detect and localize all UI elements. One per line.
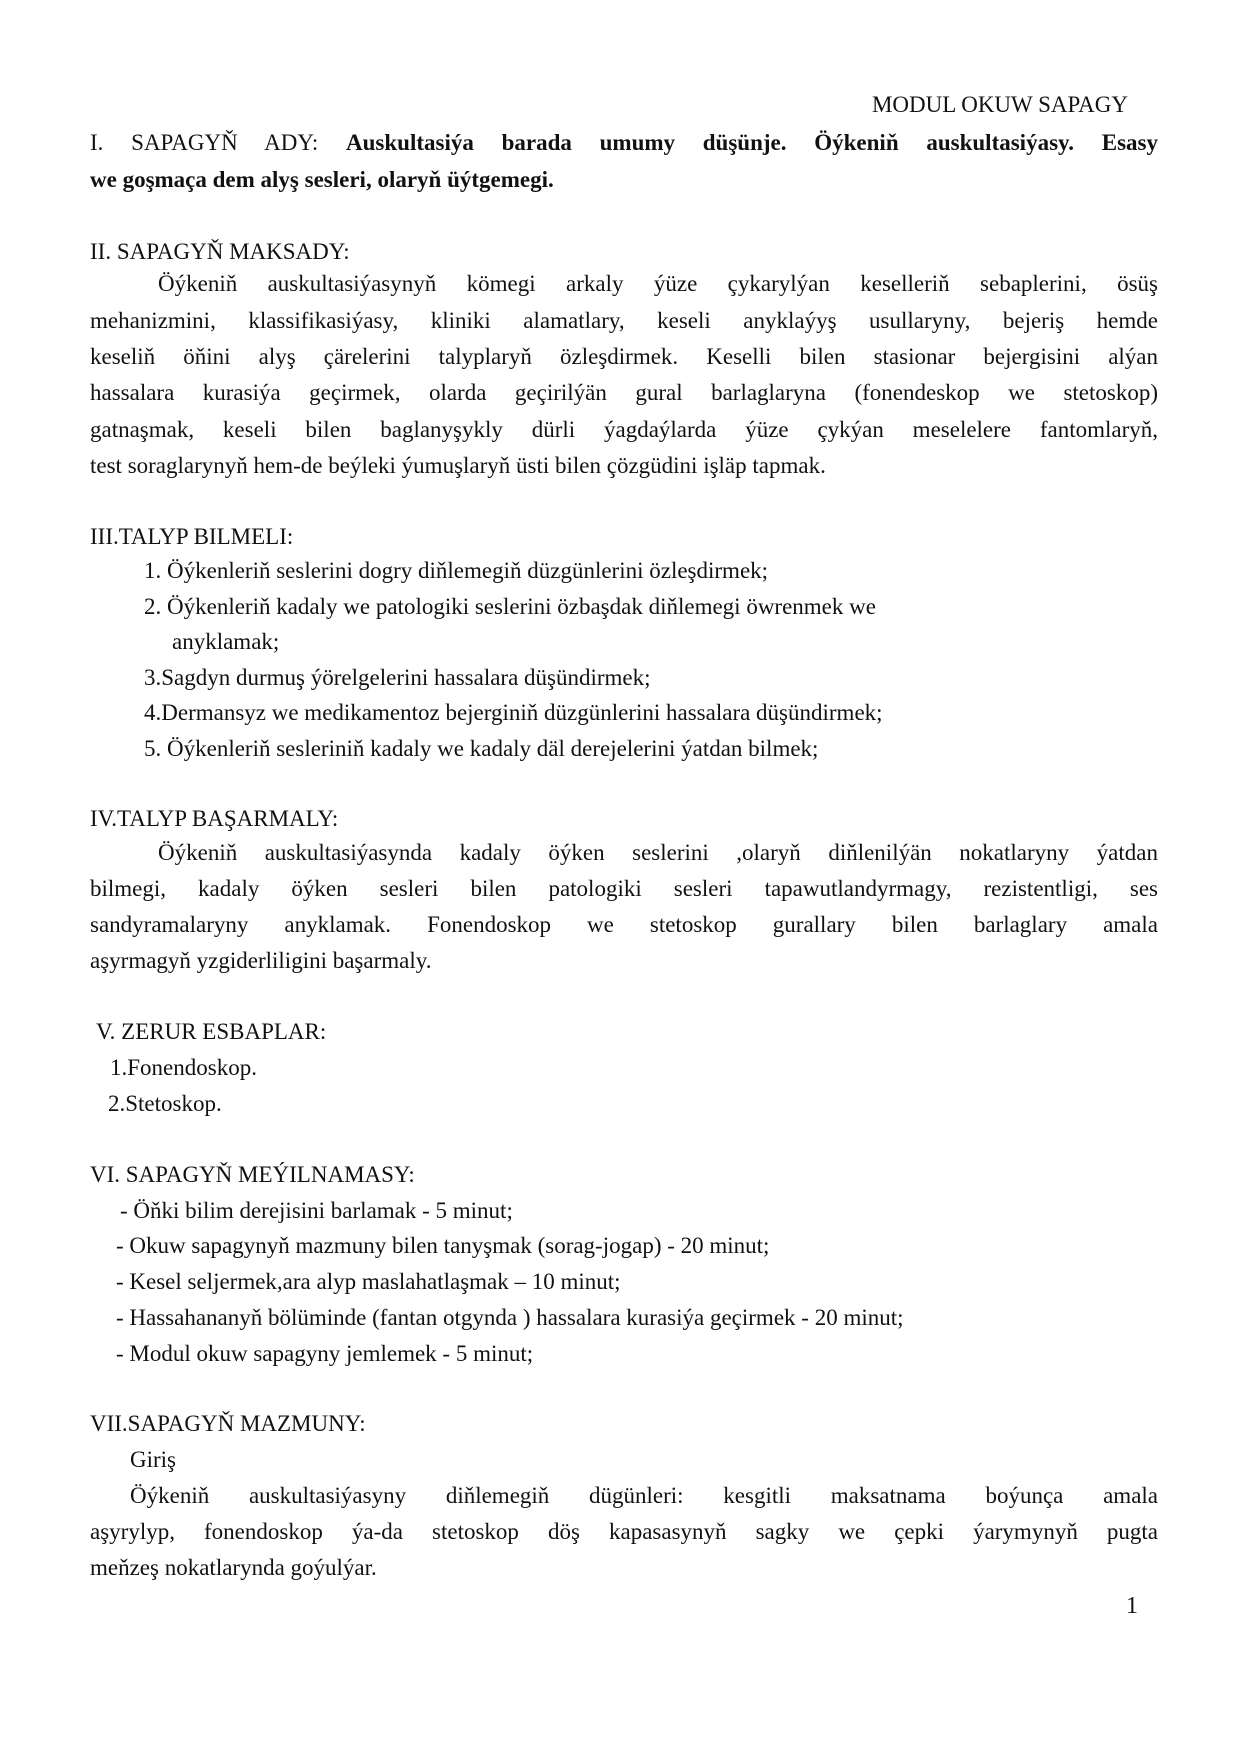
section-6-item: - Kesel seljermek,ara alyp maslahatlaşmak – 10 minut; (116, 1269, 621, 1294)
section-7-line: aşyrylyp, fonendoskop ýa-da stetoskop döş kapasasynyň sagky we çepki ýarymynyň pugta (90, 1519, 1158, 1544)
section-6-item: - Modul okuw sapagyny jemlemek - 5 minut; (116, 1341, 534, 1366)
section-2-line: Öýkeniň auskultasiýasynyň kömegi arkaly ýüze çykarylýan keselleriň sebaplerini, ösüş (158, 271, 1158, 296)
section-2-heading: II. SAPAGYŇ MAKSADY: (90, 239, 350, 264)
section-5-item: 2.Stetoskop. (108, 1091, 222, 1116)
section-3-item: 3.Sagdyn durmuş ýörelgelerini hassalara düşündirmek; (144, 665, 651, 690)
page-number: 1 (1126, 1593, 1138, 1619)
section-4-heading: IV.TALYP BAŞARMALY: (90, 806, 339, 831)
section-7-heading: VII.SAPAGYŇ MAZMUNY: (90, 1411, 366, 1436)
section-1-label: I. SAPAGYŇ ADY: (90, 130, 347, 155)
section-6-heading: VI. SAPAGYŇ MEÝILNAMASY: (90, 1162, 415, 1187)
section-6-item: - Hassahananyň bölüminde (fantan otgynda ) hassalara kurasiýa geçirmek - 20 minut; (116, 1305, 904, 1330)
section-4-line: bilmegi, kadaly öýken sesleri bilen patologiki sesleri tapawutlandyrmagy, rezistentligi, ses (90, 876, 1158, 901)
document-page (90, 0, 1158, 1754)
section-1-title-line-1 (90, 124, 1158, 161)
section-2-line: keseliň öňini alyş çärelerini talyplaryň özleşdirmek. Keselli bilen stasionar bejergisini alýan (90, 344, 1158, 369)
section-1-title-part-1: Auskultasiýa barada umumy düşünje. Öýkeniň auskultasiýasy. Esasy (346, 130, 1158, 155)
section-4-line: sandyramalaryny anyklamak. Fonendoskop we stetoskop gurallary bilen barlaglary amala (90, 912, 1158, 937)
section-3-item: 4.Dermansyz we medikamentoz bejerginiň düzgünlerini hassalara düşündirmek; (144, 700, 883, 725)
section-6-item: - Okuw sapagynyň mazmuny bilen tanyşmak (sorag-jogap) - 20 minut; (116, 1233, 770, 1258)
section-4-line: aşyrmagyň yzgiderliligini başarmaly. (90, 948, 432, 973)
section-2-line: mehanizmini, klassifikasiýasy, kliniki alamatlary, keseli anyklaýyş usullaryny, bejeriş hemde (90, 308, 1158, 333)
section-2-line: test soraglarynyň hem-de beýleki ýumuşlaryň üsti bilen çözgüdini işläp tapmak. (90, 453, 826, 478)
section-3-item-continuation: anyklamak; (172, 629, 280, 654)
section-2-line: hassalara kurasiýa geçirmek, olarda geçirilýän gural barlaglaryna (fonendeskop we stetoskop) (90, 380, 1158, 405)
section-7-line: meňzeş nokatlarynda goýulýar. (90, 1555, 377, 1580)
section-3-heading: III.TALYP BILMELI: (90, 524, 294, 549)
section-3-item: 5. Öýkenleriň sesleriniň kadaly we kadaly däl derejelerini ýatdan bilmek; (144, 736, 819, 761)
section-1-title-part-2: we goşmaça dem alyş sesleri, olaryň üýtgemegi. (90, 167, 554, 192)
section-6-item: - Öňki bilim derejisini barlamak - 5 minut; (120, 1198, 513, 1223)
section-7-subheading: Giriş (130, 1447, 176, 1472)
section-4-line: Öýkeniň auskultasiýasynda kadaly öýken seslerini ,olaryň diňlenilýän nokatlaryny ýatdan (158, 840, 1158, 865)
section-5-item: 1.Fonendoskop. (110, 1055, 257, 1080)
section-7-line: Öýkeniň auskultasiýasyny diňlemegiň dügünleri: kesgitli maksatnama boýunça amala (130, 1483, 1158, 1508)
document-header: MODUL OKUW SAPAGY (871, 92, 1128, 117)
section-2-line: gatnaşmak, keseli bilen baglanyşykly dürli ýagdaýlarda ýüze çykýan meselelere fantomlaryň, (90, 417, 1158, 442)
section-3-item: 1. Öýkenleriň seslerini dogry diňlemegiň düzgünlerini özleşdirmek; (144, 558, 769, 583)
section-3-item: 2. Öýkenleriň kadaly we patologiki seslerini özbaşdak diňlemegi öwrenmek we (144, 594, 876, 619)
section-5-heading: V. ZERUR ESBAPLAR: (96, 1019, 327, 1044)
